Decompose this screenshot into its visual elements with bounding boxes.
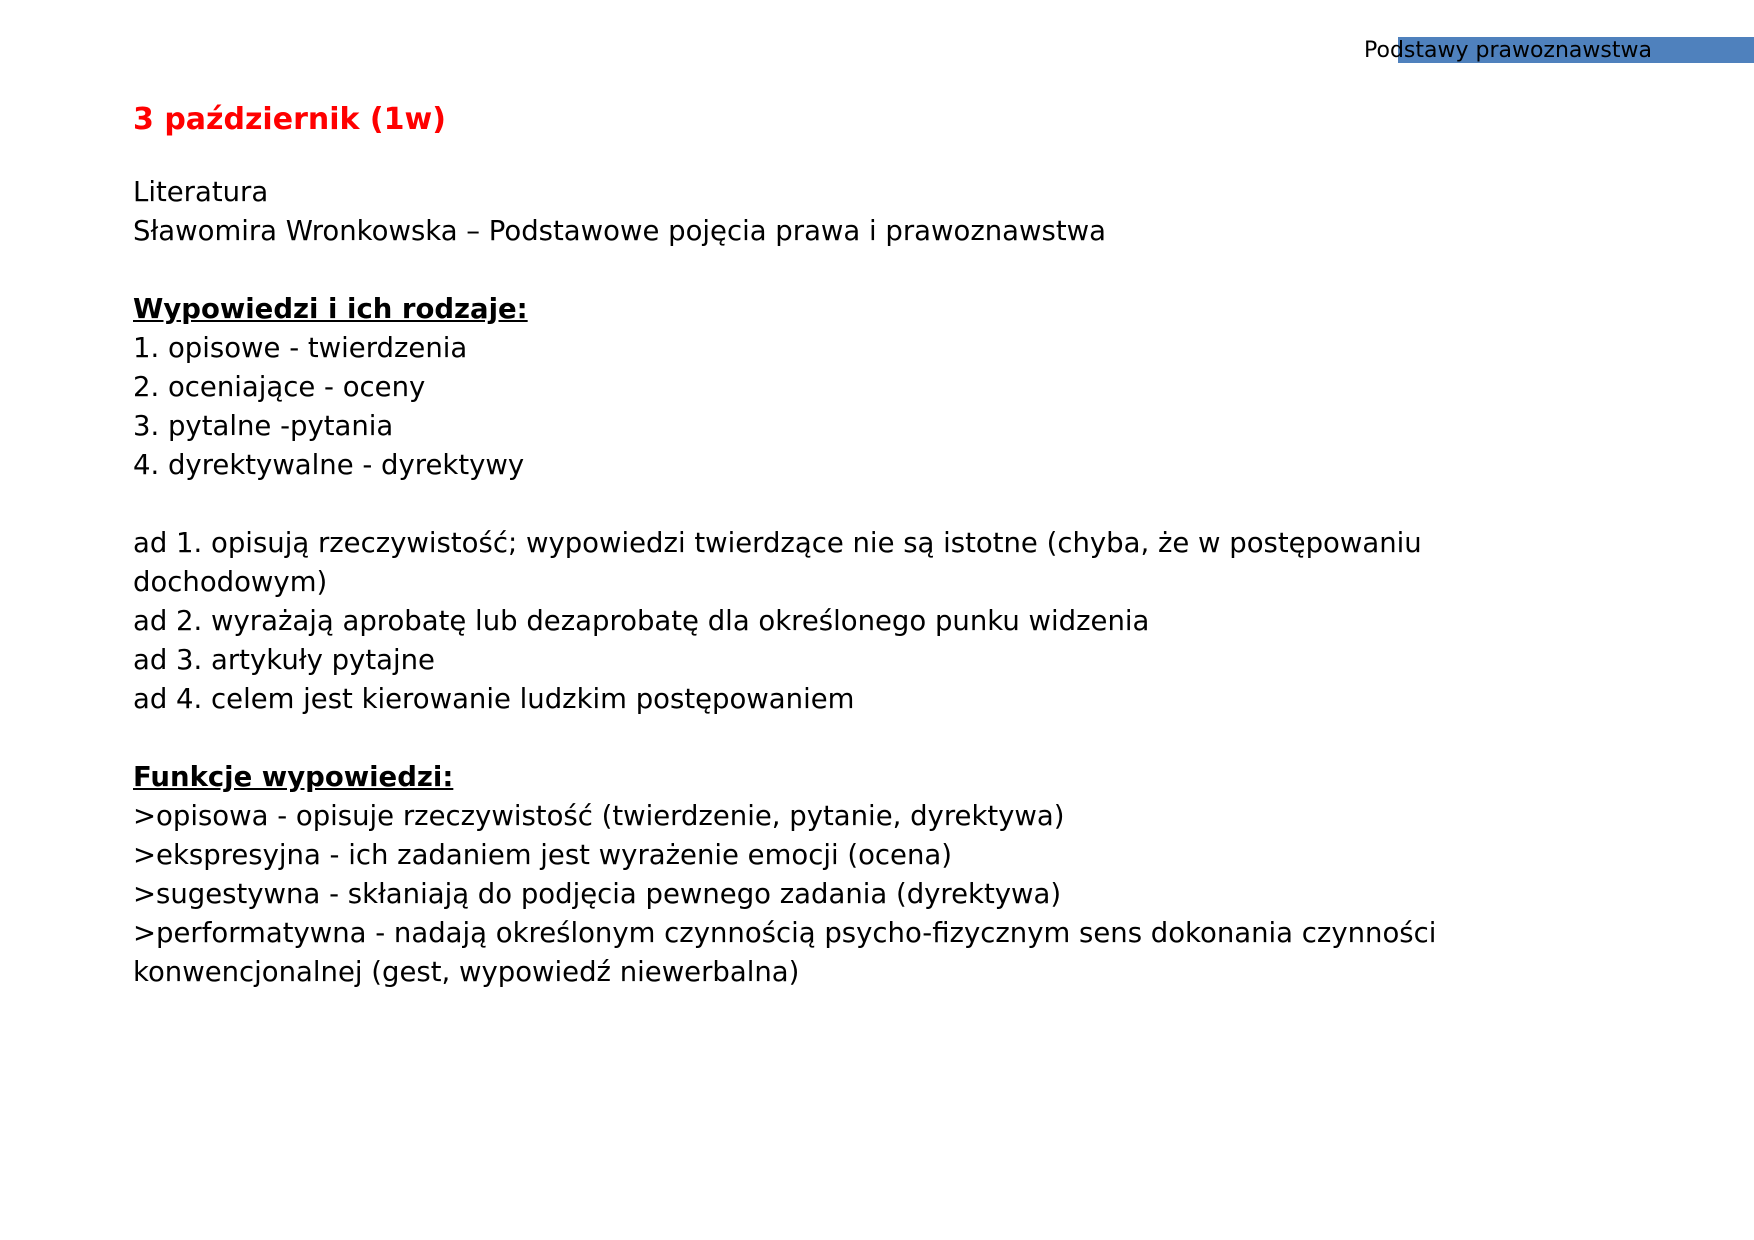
page-title: 3 październik (1w) <box>133 102 446 137</box>
note-paragraph: ad 3. artykuły pytajne <box>133 644 435 676</box>
section-heading-types: Wypowiedzi i ich rodzaje: <box>133 293 528 325</box>
running-header: Podstawy prawoznawstwa <box>1364 38 1652 63</box>
note-paragraph: ad 1. opisują rzeczywistość; wypowiedzi twierdzące nie są istotne (chyba, że w postępowaniu dochodowym) <box>133 527 1422 598</box>
list-item: >sugestywna - skłaniają do podjęcia pewnego zadania (dyrektywa) <box>133 878 1062 910</box>
spacer <box>133 719 1633 758</box>
list-item: >opisowa - opisuje rzeczywistość (twierdzenie, pytanie, dyrektywa) <box>133 800 1065 832</box>
list-item: 3. pytalne -pytania <box>133 410 394 442</box>
literature-label: Literatura <box>133 176 269 208</box>
literature-reference: Sławomira Wronkowska – Podstawowe pojęcia prawa i prawoznawstwa <box>133 215 1106 247</box>
note-paragraph: ad 2. wyrażają aprobatę lub dezaprobatę dla określonego punku widzenia <box>133 605 1150 637</box>
list-item: 2. oceniające - oceny <box>133 371 426 403</box>
spacer <box>133 485 1633 524</box>
note-paragraph: ad 4. celem jest kierowanie ludzkim postępowaniem <box>133 683 855 715</box>
list-item: 1. opisowe - twierdzenia <box>133 332 468 364</box>
list-item: 4. dyrektywalne - dyrektywy <box>133 449 525 481</box>
section-heading-functions: Funkcje wypowiedzi: <box>133 761 454 793</box>
list-item: >ekspresyjna - ich zadaniem jest wyrażenie emocji (ocena) <box>133 839 952 871</box>
spacer <box>133 251 1633 290</box>
document-body <box>133 98 1633 992</box>
list-item: >performatywna - nadają określonym czynnością psycho-fizycznym sens dokonania czynności konwencjonalnej (gest, wypowiedź niewerbalna) <box>133 917 1437 988</box>
